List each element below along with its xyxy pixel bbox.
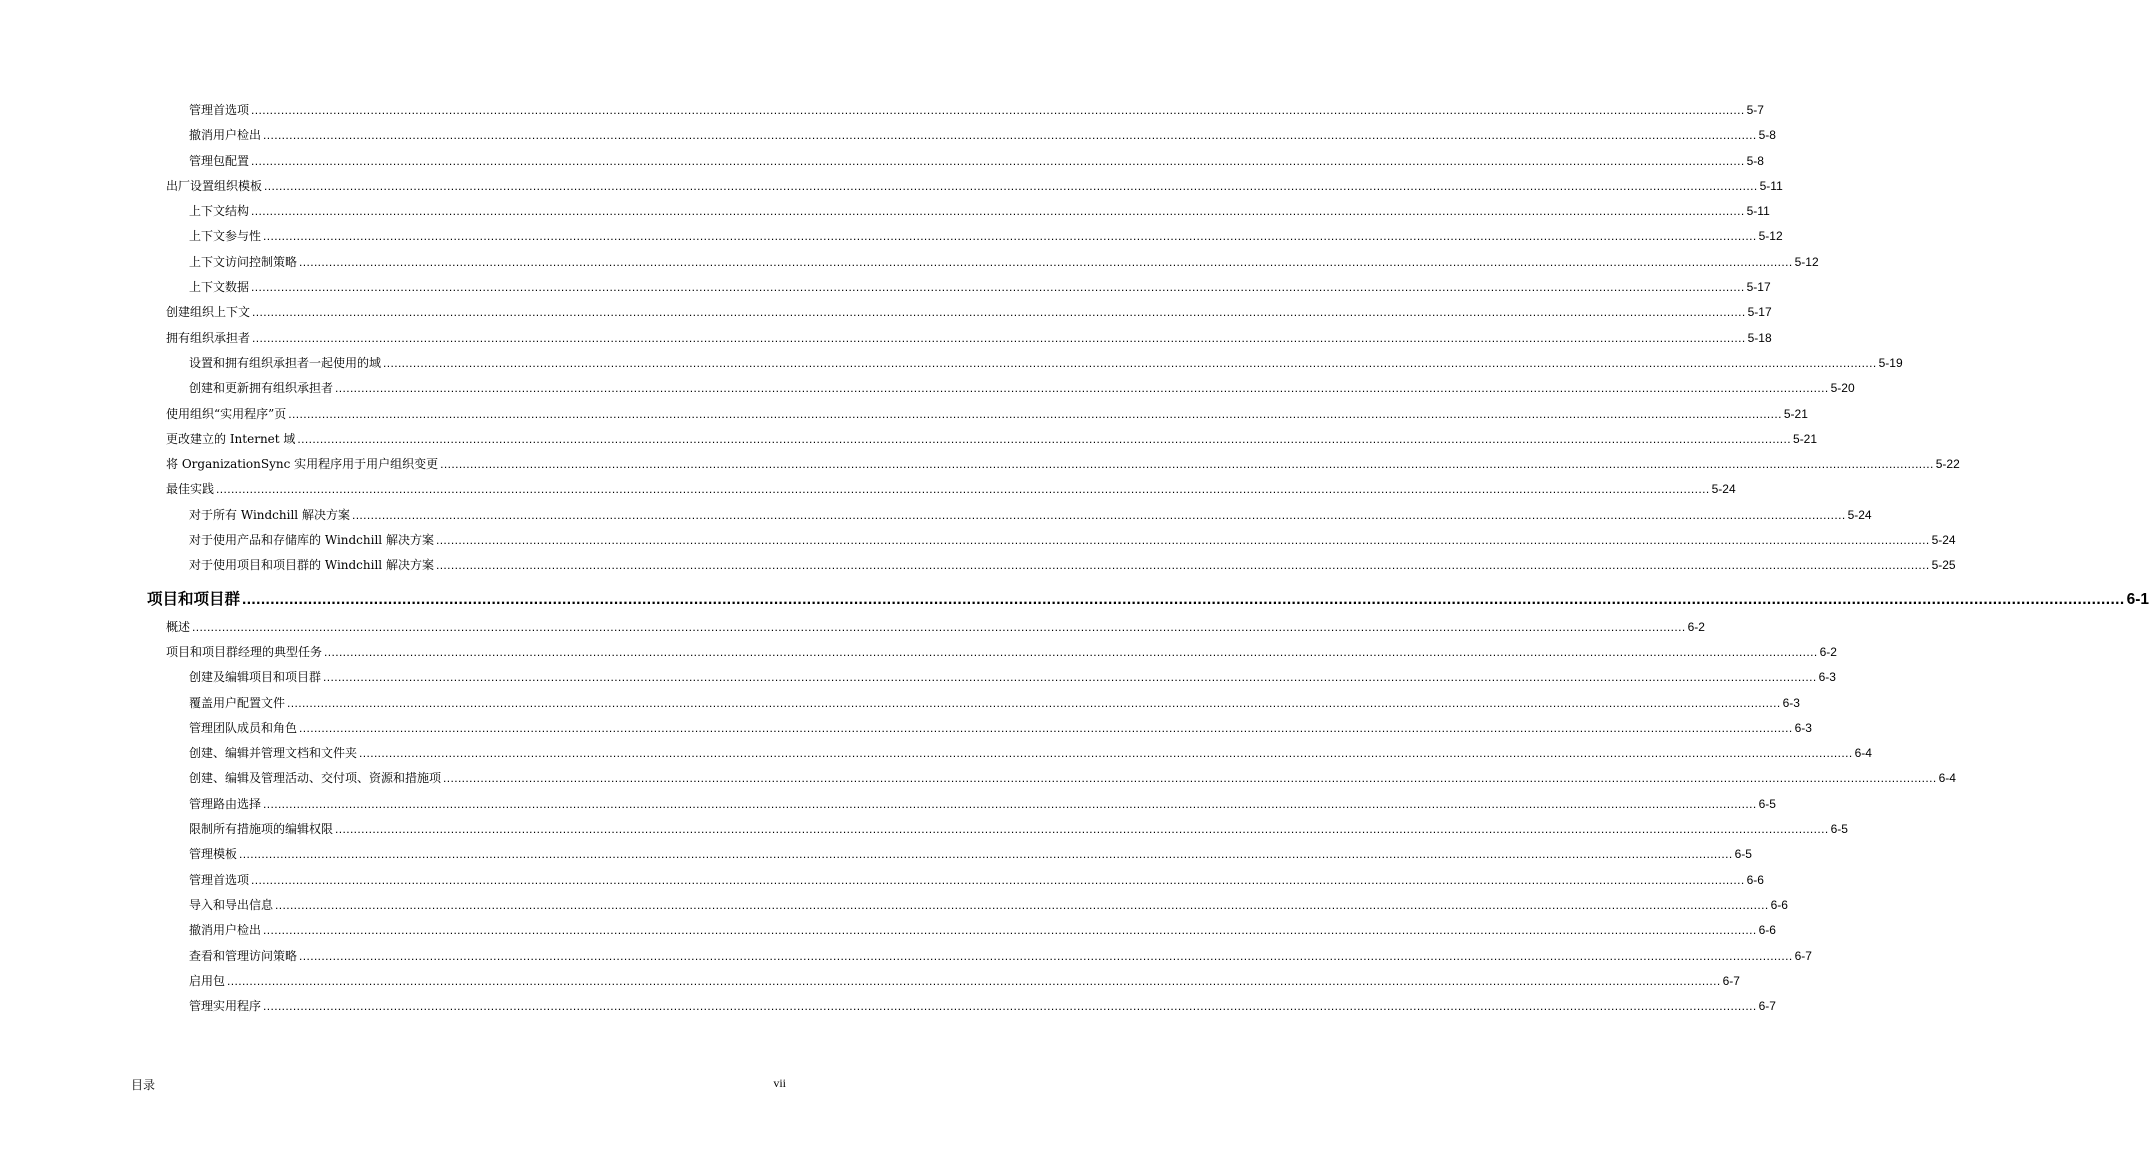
toc-page-number: 6-6 — [1770, 897, 1788, 912]
toc-page-number: 5-24 — [1847, 507, 1872, 522]
toc-subsection-entry[interactable] — [0, 224, 1783, 249]
toc-entry-title: 管理模板 — [189, 847, 238, 862]
toc-page-number: 6-4 — [1854, 746, 1872, 761]
toc-subsection-entry[interactable] — [0, 868, 1764, 893]
toc-page-number: 5-11 — [1759, 178, 1783, 193]
toc-dot-leader: ................................................................................................................................................................................................................................................................................................................................................................................................................ — [288, 406, 1782, 421]
toc-dot-leader: ................................................................................................................................................................................................................................................................................................................................................................................................................ — [299, 948, 1793, 963]
toc-entry-title: 设置和拥有组织承担者一起使用的域 — [189, 355, 382, 370]
toc-dot-leader: ................................................................................................................................................................................................................................................................................................................................................................................................................ — [251, 872, 1745, 887]
toc-section-entry[interactable] — [0, 452, 1960, 477]
toc-dot-leader: ................................................................................................................................................................................................................................................................................................................................................................................................................ — [324, 644, 1818, 659]
toc-dot-leader: ................................................................................................................................................................................................................................................................................................................................................................................................................ — [297, 431, 1792, 446]
toc-subsection-entry[interactable] — [0, 528, 1956, 553]
toc-dot-leader: ................................................................................................................................................................................................................................................................................................................................................................................................................ — [335, 822, 1829, 837]
toc-entry-title: 使用组织“实用程序”页 — [166, 406, 287, 421]
toc-page-number: 5-17 — [1746, 280, 1771, 295]
toc-entry-title: 导入和导出信息 — [189, 897, 274, 912]
toc-page-number: 5-24 — [1931, 533, 1956, 548]
toc-subsection-entry[interactable] — [0, 351, 1903, 376]
toc-subsection-entry[interactable] — [0, 994, 1776, 1019]
toc-entry-title: 管理首选项 — [189, 103, 250, 117]
toc-section-entry[interactable] — [0, 477, 1736, 502]
toc-entry-title: 撤消用户检出 — [189, 923, 262, 938]
toc-subsection-entry[interactable] — [0, 250, 1819, 275]
toc-subsection-entry[interactable] — [0, 149, 1764, 174]
toc-section-entry[interactable] — [0, 402, 1808, 427]
toc-subsection-entry[interactable] — [0, 123, 1776, 148]
toc-dot-leader: ................................................................................................................................................................................................................................................................................................................................................................................................................ — [227, 973, 1721, 988]
toc-entry-title: 限制所有措施项的编辑权限 — [189, 822, 334, 837]
toc-page-number: 5-8 — [1746, 153, 1764, 168]
toc-entry-title: 上下文参与性 — [189, 229, 262, 244]
toc-entry-title: 最佳实践 — [166, 482, 215, 497]
toc-entry-title: 项目和项目群经理的典型任务 — [166, 644, 323, 659]
toc-entry-title: 管理首选项 — [189, 872, 250, 887]
toc-page-number: 6-3 — [1782, 695, 1800, 710]
toc-entry-title: 对于使用产品和存储库的 Windchill 解决方案 — [189, 533, 434, 548]
toc-dot-leader: ................................................................................................................................................................................................................................................................................................................................................................................................................ — [383, 355, 1877, 370]
toc-dot-leader: ................................................................................................................................................................................................................................................................................................................................................................................................................ — [263, 128, 1757, 143]
toc-entry-title: 拥有组织承担者 — [166, 330, 251, 345]
toc-page-number: 6-5 — [1758, 796, 1776, 811]
toc-page-number: 5-7 — [1746, 103, 1764, 117]
toc-dot-leader: ................................................................................................................................................................................................................................................................................................................................................................................................................ — [192, 619, 1686, 634]
toc-page-number: 5-22 — [1935, 457, 1960, 472]
toc-subsection-entry[interactable] — [0, 918, 1776, 943]
toc-subsection-entry[interactable] — [0, 376, 1855, 401]
toc-dot-leader: ................................................................................................................................................................................................................................................................................................................................................................................................................ — [252, 330, 1746, 345]
toc-page-number: 6-6 — [1758, 923, 1776, 938]
toc-dot-leader: ................................................................................................................................................................................................................................................................................................................................................................................................................ — [323, 670, 1817, 685]
toc-page-number: 5-12 — [1758, 229, 1783, 244]
toc-entry-title: 概述 — [166, 619, 191, 634]
toc-entry-title: 将 OrganizationSync 实用程序用于用户组织变更 — [166, 457, 439, 472]
toc-page-number: 6-1 — [2126, 590, 2149, 608]
toc-subsection-entry[interactable] — [0, 665, 1836, 690]
toc-entry-title: 创建组织上下文 — [166, 305, 251, 320]
toc-entry-title: 出厂设置组织模板 — [166, 178, 263, 193]
toc-subsection-entry[interactable] — [0, 503, 1872, 528]
toc-page-number: 6-3 — [1794, 720, 1812, 735]
toc-page-number: 6-3 — [1818, 670, 1836, 685]
toc-dot-leader: ................................................................................................................................................................................................................................................................................................................................................................................................................ — [263, 923, 1757, 938]
toc-entry-title: 上下文访问控制策略 — [189, 254, 298, 269]
toc-section-entry[interactable] — [0, 427, 1818, 452]
toc-section-entry[interactable] — [0, 300, 1772, 325]
toc-section-entry[interactable] — [0, 640, 1837, 665]
toc-page-number: 5-19 — [1878, 355, 1903, 370]
toc-dot-leader: ................................................................................................................................................................................................................................................................................................................................................................................................................ — [239, 847, 1733, 862]
toc-page-number: 5-8 — [1758, 128, 1776, 143]
toc-subsection-entry[interactable] — [0, 199, 1770, 224]
toc-dot-leader: ................................................................................................................................................................................................................................................................................................................................................................................................................ — [435, 533, 1930, 548]
toc-entry-title: 覆盖用户配置文件 — [189, 695, 286, 710]
toc-page-number: 5-25 — [1931, 558, 1956, 573]
toc-page-number: 6-2 — [1687, 619, 1705, 634]
toc-chapter-entry[interactable] — [0, 579, 2149, 615]
toc-dot-leader: ................................................................................................................................................................................................................................................................................................................................................................................................................ — [299, 254, 1793, 269]
toc-dot-leader: ................................................................................................................................................................................................................................................................................................................................................................................................................ — [287, 695, 1781, 710]
toc-page-number: 5-24 — [1711, 482, 1736, 497]
toc-dot-leader: ................................................................................................................................................................................................................................................................................................................................................................................................................ — [242, 590, 2125, 608]
toc-page-number: 6-4 — [1938, 771, 1956, 786]
toc-page-number: 6-2 — [1819, 644, 1837, 659]
toc-dot-leader: ................................................................................................................................................................................................................................................................................................................................................................................................................ — [216, 482, 1710, 497]
toc-section-entry[interactable] — [0, 615, 1705, 640]
toc-page-number: 6-7 — [1758, 999, 1776, 1014]
toc-page-number: 5-11 — [1746, 204, 1770, 219]
toc-dot-leader: ................................................................................................................................................................................................................................................................................................................................................................................................................ — [435, 558, 1930, 573]
toc-page-number: 5-12 — [1794, 254, 1819, 269]
toc-entry-title: 创建、编辑及管理活动、交付项、资源和措施项 — [189, 771, 442, 786]
toc-dot-leader: ................................................................................................................................................................................................................................................................................................................................................................................................................ — [251, 103, 1745, 117]
toc-dot-leader: ................................................................................................................................................................................................................................................................................................................................................................................................................ — [251, 153, 1745, 168]
toc-subsection-entry[interactable] — [0, 98, 1764, 123]
toc-subsection-entry[interactable] — [0, 691, 1800, 716]
toc-dot-leader: ................................................................................................................................................................................................................................................................................................................................................................................................................ — [252, 305, 1746, 320]
toc-entry-title: 管理实用程序 — [189, 999, 262, 1014]
toc-page-number: 6-5 — [1830, 822, 1848, 837]
toc-entry-title: 管理团队成员和角色 — [189, 720, 298, 735]
toc-dot-leader: ................................................................................................................................................................................................................................................................................................................................................................................................................ — [263, 796, 1757, 811]
footer-page-number: vii — [773, 1076, 786, 1090]
toc-subsection-entry[interactable] — [0, 842, 1752, 867]
toc-entry-title: 创建及编辑项目和项目群 — [189, 670, 322, 685]
toc-subsection-entry[interactable] — [0, 766, 1956, 791]
toc-entry-title: 上下文结构 — [189, 204, 250, 219]
toc-entry-title: 对于所有 Windchill 解决方案 — [189, 507, 350, 522]
toc-page-number: 5-21 — [1793, 431, 1818, 446]
toc-entry-title: 管理包配置 — [189, 153, 250, 168]
toc-page-number: 6-7 — [1722, 973, 1740, 988]
toc-dot-leader: ................................................................................................................................................................................................................................................................................................................................................................................................................ — [251, 204, 1745, 219]
toc-entry-title: 上下文数据 — [189, 280, 250, 295]
toc-entry-title: 创建、编辑并管理文档和文件夹 — [189, 746, 358, 761]
toc-entry-title: 更改建立的 Internet 域 — [166, 431, 296, 446]
toc-dot-leader: ................................................................................................................................................................................................................................................................................................................................................................................................................ — [440, 457, 1934, 472]
toc-page-number: 6-5 — [1734, 847, 1752, 862]
toc-entry-title: 启用包 — [189, 973, 226, 988]
toc-page-number: 6-6 — [1746, 872, 1764, 887]
toc-section-entry[interactable] — [0, 174, 1783, 199]
toc-entry-title: 创建和更新拥有组织承担者 — [189, 381, 334, 396]
toc-subsection-entry[interactable] — [0, 893, 1788, 918]
toc-dot-leader: ................................................................................................................................................................................................................................................................................................................................................................................................................ — [335, 381, 1829, 396]
toc-subsection-entry[interactable] — [0, 275, 1771, 300]
toc-dot-leader: ................................................................................................................................................................................................................................................................................................................................................................................................................ — [299, 720, 1793, 735]
toc-subsection-entry[interactable] — [0, 553, 1956, 578]
toc-dot-leader: ................................................................................................................................................................................................................................................................................................................................................................................................................ — [275, 897, 1769, 912]
toc-dot-leader: ................................................................................................................................................................................................................................................................................................................................................................................................................ — [443, 771, 1937, 786]
footer-section-title: 目录 — [131, 1078, 156, 1092]
toc-dot-leader: ................................................................................................................................................................................................................................................................................................................................................................................................................ — [351, 507, 1846, 522]
toc-dot-leader: ................................................................................................................................................................................................................................................................................................................................................................................................................ — [251, 280, 1745, 295]
toc-subsection-entry[interactable] — [0, 944, 1812, 969]
toc-subsection-entry[interactable] — [0, 716, 1812, 741]
toc-section-entry[interactable] — [0, 326, 1772, 351]
toc-dot-leader: ................................................................................................................................................................................................................................................................................................................................................................................................................ — [263, 999, 1757, 1014]
toc-entry-title: 对于使用项目和项目群的 Windchill 解决方案 — [189, 558, 434, 573]
toc-page-number: 5-21 — [1783, 406, 1808, 421]
toc-page-number: 5-18 — [1747, 330, 1772, 345]
toc-subsection-entry[interactable] — [0, 792, 1776, 817]
table-of-contents — [0, 98, 2149, 1019]
toc-page-number: 5-17 — [1747, 305, 1772, 320]
toc-dot-leader: ................................................................................................................................................................................................................................................................................................................................................................................................................ — [359, 746, 1853, 761]
toc-entry-title: 查看和管理访问策略 — [189, 948, 298, 963]
toc-subsection-entry[interactable] — [0, 741, 1872, 766]
toc-entry-title: 管理路由选择 — [189, 796, 262, 811]
toc-subsection-entry[interactable] — [0, 969, 1740, 994]
toc-entry-title: 撤消用户检出 — [189, 128, 262, 143]
toc-dot-leader: ................................................................................................................................................................................................................................................................................................................................................................................................................ — [264, 178, 1758, 193]
toc-subsection-entry[interactable] — [0, 817, 1848, 842]
toc-page-number: 6-7 — [1794, 948, 1812, 963]
toc-dot-leader: ................................................................................................................................................................................................................................................................................................................................................................................................................ — [263, 229, 1757, 244]
toc-page-number: 5-20 — [1830, 381, 1855, 396]
toc-entry-title: 项目和项目群 — [147, 588, 241, 608]
